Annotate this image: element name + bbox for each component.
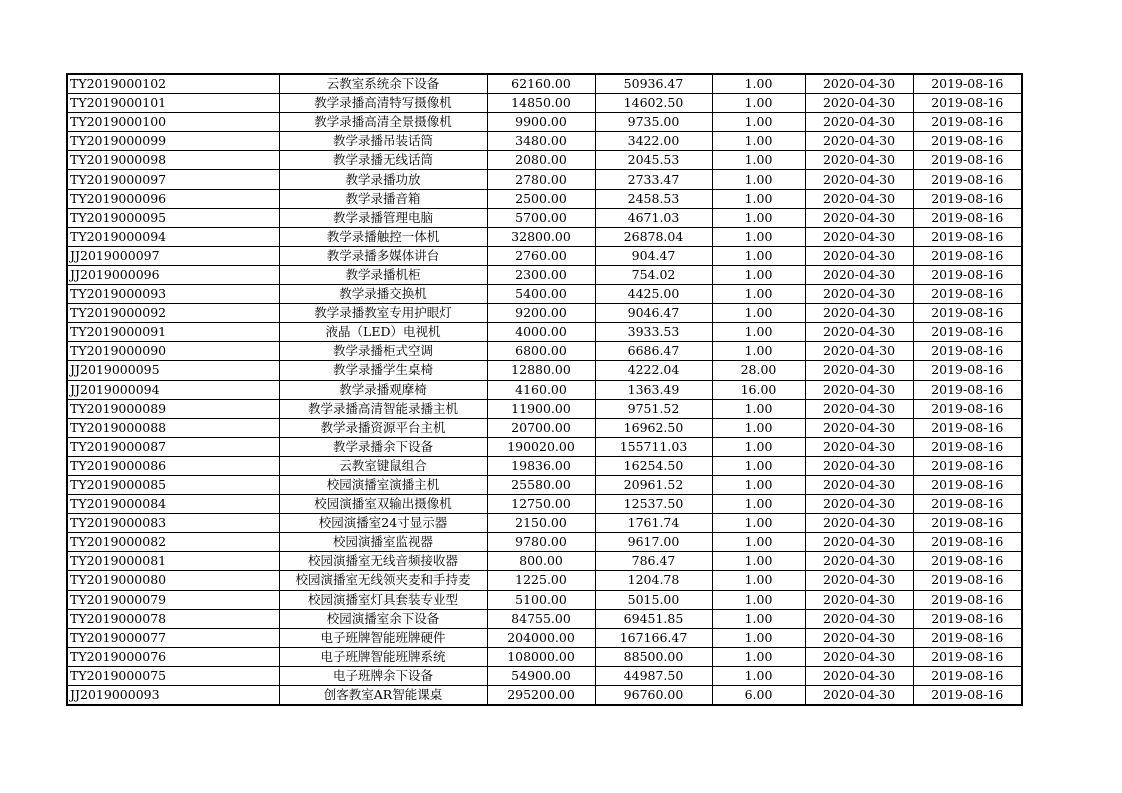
date-cell: 2020-04-30	[805, 285, 913, 304]
original-value-cell: 1225.00	[487, 571, 595, 590]
table-row	[67, 628, 1022, 647]
asset-name-cell: 教学录播音箱	[279, 189, 487, 208]
net-value-cell: 3422.00	[595, 132, 712, 151]
net-value-cell: 155711.03	[595, 437, 712, 456]
original-value-cell: 5400.00	[487, 285, 595, 304]
asset-code-cell: JJ2019000094	[67, 380, 279, 399]
start-date-cell: 2019-08-16	[913, 686, 1022, 706]
date-cell: 2020-04-30	[805, 227, 913, 246]
quantity-cell: 1.00	[712, 437, 805, 456]
net-value-cell: 5015.00	[595, 590, 712, 609]
start-date-cell: 2019-08-16	[913, 151, 1022, 170]
asset-code-cell: JJ2019000096	[67, 265, 279, 284]
original-value-cell: 9900.00	[487, 113, 595, 132]
asset-name-cell: 教学录播管理电脑	[279, 208, 487, 227]
original-value-cell: 32800.00	[487, 227, 595, 246]
original-value-cell: 9780.00	[487, 533, 595, 552]
asset-name-cell: 校园演播室监视器	[279, 533, 487, 552]
date-cell: 2020-04-30	[805, 552, 913, 571]
asset-code-cell: TY2019000099	[67, 132, 279, 151]
table-row	[67, 590, 1022, 609]
asset-code-cell: TY2019000091	[67, 323, 279, 342]
asset-code-cell: TY2019000084	[67, 495, 279, 514]
original-value-cell: 2760.00	[487, 246, 595, 265]
asset-code-cell: JJ2019000093	[67, 686, 279, 706]
start-date-cell: 2019-08-16	[913, 666, 1022, 685]
asset-code-cell: TY2019000100	[67, 113, 279, 132]
quantity-cell: 1.00	[712, 74, 805, 94]
table-row	[67, 74, 1022, 94]
asset-code-cell: TY2019000076	[67, 647, 279, 666]
quantity-cell: 28.00	[712, 361, 805, 380]
asset-code-cell: TY2019000093	[67, 285, 279, 304]
quantity-cell: 1.00	[712, 323, 805, 342]
start-date-cell: 2019-08-16	[913, 495, 1022, 514]
start-date-cell: 2019-08-16	[913, 475, 1022, 494]
date-cell: 2020-04-30	[805, 246, 913, 265]
date-cell: 2020-04-30	[805, 113, 913, 132]
asset-code-cell: TY2019000086	[67, 456, 279, 475]
asset-code-cell: TY2019000095	[67, 208, 279, 227]
asset-code-cell: TY2019000102	[67, 74, 279, 94]
quantity-cell: 1.00	[712, 609, 805, 628]
original-value-cell: 108000.00	[487, 647, 595, 666]
table-row	[67, 132, 1022, 151]
table-row	[67, 495, 1022, 514]
asset-name-cell: 电子班牌智能班牌硬件	[279, 628, 487, 647]
original-value-cell: 11900.00	[487, 399, 595, 418]
asset-code-cell: JJ2019000097	[67, 246, 279, 265]
quantity-cell: 1.00	[712, 189, 805, 208]
asset-name-cell: 校园演播室24寸显示器	[279, 514, 487, 533]
asset-code-cell: TY2019000079	[67, 590, 279, 609]
asset-name-cell: 教学录播资源平台主机	[279, 418, 487, 437]
quantity-cell: 1.00	[712, 227, 805, 246]
net-value-cell: 167166.47	[595, 628, 712, 647]
table-row	[67, 342, 1022, 361]
quantity-cell: 1.00	[712, 246, 805, 265]
asset-code-cell: TY2019000082	[67, 533, 279, 552]
date-cell: 2020-04-30	[805, 74, 913, 94]
date-cell: 2020-04-30	[805, 590, 913, 609]
net-value-cell: 904.47	[595, 246, 712, 265]
asset-name-cell: 教学录播柜式空调	[279, 342, 487, 361]
asset-code-cell: TY2019000077	[67, 628, 279, 647]
net-value-cell: 20961.52	[595, 475, 712, 494]
date-cell: 2020-04-30	[805, 94, 913, 113]
asset-name-cell: 云教室系统余下设备	[279, 74, 487, 94]
date-cell: 2020-04-30	[805, 686, 913, 706]
quantity-cell: 1.00	[712, 456, 805, 475]
asset-name-cell: 电子班牌智能班牌系统	[279, 647, 487, 666]
asset-name-cell: 校园演播室无线音频接收器	[279, 552, 487, 571]
net-value-cell: 9617.00	[595, 533, 712, 552]
quantity-cell: 1.00	[712, 265, 805, 284]
quantity-cell: 1.00	[712, 418, 805, 437]
start-date-cell: 2019-08-16	[913, 342, 1022, 361]
table-row	[67, 113, 1022, 132]
asset-name-cell: 液晶（LED）电视机	[279, 323, 487, 342]
table-row	[67, 151, 1022, 170]
start-date-cell: 2019-08-16	[913, 208, 1022, 227]
quantity-cell: 1.00	[712, 514, 805, 533]
original-value-cell: 2300.00	[487, 265, 595, 284]
date-cell: 2020-04-30	[805, 495, 913, 514]
quantity-cell: 16.00	[712, 380, 805, 399]
date-cell: 2020-04-30	[805, 418, 913, 437]
quantity-cell: 1.00	[712, 571, 805, 590]
quantity-cell: 1.00	[712, 113, 805, 132]
quantity-cell: 1.00	[712, 399, 805, 418]
date-cell: 2020-04-30	[805, 475, 913, 494]
original-value-cell: 14850.00	[487, 94, 595, 113]
original-value-cell: 25580.00	[487, 475, 595, 494]
original-value-cell: 190020.00	[487, 437, 595, 456]
asset-name-cell: 教学录播多媒体讲台	[279, 246, 487, 265]
asset-name-cell: 校园演播室双输出摄像机	[279, 495, 487, 514]
start-date-cell: 2019-08-16	[913, 285, 1022, 304]
asset-name-cell: 教学录播高清全景摄像机	[279, 113, 487, 132]
net-value-cell: 9751.52	[595, 399, 712, 418]
quantity-cell: 1.00	[712, 666, 805, 685]
asset-code-cell: TY2019000090	[67, 342, 279, 361]
asset-code-cell: TY2019000080	[67, 571, 279, 590]
quantity-cell: 1.00	[712, 647, 805, 666]
original-value-cell: 9200.00	[487, 304, 595, 323]
original-value-cell: 2500.00	[487, 189, 595, 208]
asset-code-cell: TY2019000096	[67, 189, 279, 208]
quantity-cell: 1.00	[712, 590, 805, 609]
asset-code-cell: TY2019000094	[67, 227, 279, 246]
start-date-cell: 2019-08-16	[913, 132, 1022, 151]
table-row	[67, 533, 1022, 552]
asset-name-cell: 教学录播高清特写摄像机	[279, 94, 487, 113]
asset-code-cell: JJ2019000095	[67, 361, 279, 380]
date-cell: 2020-04-30	[805, 437, 913, 456]
table-row	[67, 265, 1022, 284]
asset-name-cell: 电子班牌余下设备	[279, 666, 487, 685]
quantity-cell: 1.00	[712, 94, 805, 113]
asset-code-cell: TY2019000089	[67, 399, 279, 418]
asset-code-cell: TY2019000088	[67, 418, 279, 437]
date-cell: 2020-04-30	[805, 456, 913, 475]
asset-name-cell: 教学录播教室专用护眼灯	[279, 304, 487, 323]
net-value-cell: 16962.50	[595, 418, 712, 437]
table-row	[67, 475, 1022, 494]
asset-code-cell: TY2019000081	[67, 552, 279, 571]
quantity-cell: 1.00	[712, 552, 805, 571]
date-cell: 2020-04-30	[805, 647, 913, 666]
original-value-cell: 2150.00	[487, 514, 595, 533]
asset-name-cell: 教学录播机柜	[279, 265, 487, 284]
start-date-cell: 2019-08-16	[913, 514, 1022, 533]
table-row	[67, 361, 1022, 380]
date-cell: 2020-04-30	[805, 170, 913, 189]
original-value-cell: 62160.00	[487, 74, 595, 94]
table-row	[67, 552, 1022, 571]
table-row	[67, 323, 1022, 342]
original-value-cell: 2080.00	[487, 151, 595, 170]
table-row	[67, 571, 1022, 590]
net-value-cell: 9735.00	[595, 113, 712, 132]
net-value-cell: 96760.00	[595, 686, 712, 706]
net-value-cell: 44987.50	[595, 666, 712, 685]
asset-name-cell: 教学录播高清智能录播主机	[279, 399, 487, 418]
original-value-cell: 4000.00	[487, 323, 595, 342]
net-value-cell: 2733.47	[595, 170, 712, 189]
asset-code-cell: TY2019000092	[67, 304, 279, 323]
table-row	[67, 170, 1022, 189]
date-cell: 2020-04-30	[805, 380, 913, 399]
quantity-cell: 1.00	[712, 342, 805, 361]
net-value-cell: 1761.74	[595, 514, 712, 533]
net-value-cell: 14602.50	[595, 94, 712, 113]
net-value-cell: 754.02	[595, 265, 712, 284]
date-cell: 2020-04-30	[805, 323, 913, 342]
start-date-cell: 2019-08-16	[913, 265, 1022, 284]
net-value-cell: 88500.00	[595, 647, 712, 666]
table-body	[67, 74, 1022, 705]
asset-code-cell: TY2019000075	[67, 666, 279, 685]
original-value-cell: 2780.00	[487, 170, 595, 189]
asset-code-cell: TY2019000078	[67, 609, 279, 628]
start-date-cell: 2019-08-16	[913, 533, 1022, 552]
net-value-cell: 786.47	[595, 552, 712, 571]
date-cell: 2020-04-30	[805, 514, 913, 533]
asset-name-cell: 教学录播学生桌椅	[279, 361, 487, 380]
date-cell: 2020-04-30	[805, 265, 913, 284]
quantity-cell: 1.00	[712, 304, 805, 323]
start-date-cell: 2019-08-16	[913, 571, 1022, 590]
start-date-cell: 2019-08-16	[913, 380, 1022, 399]
original-value-cell: 84755.00	[487, 609, 595, 628]
asset-name-cell: 校园演播室余下设备	[279, 609, 487, 628]
date-cell: 2020-04-30	[805, 533, 913, 552]
original-value-cell: 3480.00	[487, 132, 595, 151]
date-cell: 2020-04-30	[805, 666, 913, 685]
asset-name-cell: 校园演播室灯具套装专业型	[279, 590, 487, 609]
start-date-cell: 2019-08-16	[913, 628, 1022, 647]
quantity-cell: 1.00	[712, 628, 805, 647]
quantity-cell: 1.00	[712, 285, 805, 304]
net-value-cell: 26878.04	[595, 227, 712, 246]
asset-code-cell: TY2019000087	[67, 437, 279, 456]
table-row	[67, 94, 1022, 113]
date-cell: 2020-04-30	[805, 342, 913, 361]
date-cell: 2020-04-30	[805, 609, 913, 628]
start-date-cell: 2019-08-16	[913, 552, 1022, 571]
original-value-cell: 204000.00	[487, 628, 595, 647]
start-date-cell: 2019-08-16	[913, 456, 1022, 475]
net-value-cell: 69451.85	[595, 609, 712, 628]
table-row	[67, 609, 1022, 628]
asset-name-cell: 云教室键鼠组合	[279, 456, 487, 475]
start-date-cell: 2019-08-16	[913, 170, 1022, 189]
quantity-cell: 1.00	[712, 170, 805, 189]
net-value-cell: 4425.00	[595, 285, 712, 304]
asset-name-cell: 校园演播室演播主机	[279, 475, 487, 494]
start-date-cell: 2019-08-16	[913, 113, 1022, 132]
asset-code-cell: TY2019000083	[67, 514, 279, 533]
date-cell: 2020-04-30	[805, 189, 913, 208]
table-row	[67, 666, 1022, 685]
net-value-cell: 4222.04	[595, 361, 712, 380]
start-date-cell: 2019-08-16	[913, 399, 1022, 418]
asset-code-cell: TY2019000097	[67, 170, 279, 189]
asset-name-cell: 创客教室AR智能课桌	[279, 686, 487, 706]
asset-code-cell: TY2019000085	[67, 475, 279, 494]
start-date-cell: 2019-08-16	[913, 74, 1022, 94]
table-row	[67, 514, 1022, 533]
date-cell: 2020-04-30	[805, 628, 913, 647]
asset-name-cell: 教学录播吊装话筒	[279, 132, 487, 151]
original-value-cell: 12750.00	[487, 495, 595, 514]
date-cell: 2020-04-30	[805, 132, 913, 151]
quantity-cell: 1.00	[712, 533, 805, 552]
date-cell: 2020-04-30	[805, 571, 913, 590]
start-date-cell: 2019-08-16	[913, 323, 1022, 342]
net-value-cell: 9046.47	[595, 304, 712, 323]
table-row	[67, 686, 1022, 706]
date-cell: 2020-04-30	[805, 399, 913, 418]
asset-name-cell: 教学录播观摩椅	[279, 380, 487, 399]
asset-name-cell: 校园演播室无线领夹麦和手持麦	[279, 571, 487, 590]
net-value-cell: 3933.53	[595, 323, 712, 342]
original-value-cell: 5100.00	[487, 590, 595, 609]
start-date-cell: 2019-08-16	[913, 590, 1022, 609]
table-row	[67, 380, 1022, 399]
asset-name-cell: 教学录播交换机	[279, 285, 487, 304]
net-value-cell: 2045.53	[595, 151, 712, 170]
original-value-cell: 5700.00	[487, 208, 595, 227]
original-value-cell: 6800.00	[487, 342, 595, 361]
quantity-cell: 6.00	[712, 686, 805, 706]
original-value-cell: 54900.00	[487, 666, 595, 685]
quantity-cell: 1.00	[712, 132, 805, 151]
date-cell: 2020-04-30	[805, 304, 913, 323]
start-date-cell: 2019-08-16	[913, 304, 1022, 323]
asset-name-cell: 教学录播触控一体机	[279, 227, 487, 246]
asset-table	[66, 73, 1023, 706]
asset-name-cell: 教学录播无线话筒	[279, 151, 487, 170]
net-value-cell: 2458.53	[595, 189, 712, 208]
original-value-cell: 19836.00	[487, 456, 595, 475]
net-value-cell: 4671.03	[595, 208, 712, 227]
quantity-cell: 1.00	[712, 151, 805, 170]
start-date-cell: 2019-08-16	[913, 437, 1022, 456]
start-date-cell: 2019-08-16	[913, 246, 1022, 265]
table-row	[67, 304, 1022, 323]
start-date-cell: 2019-08-16	[913, 189, 1022, 208]
table-row	[67, 418, 1022, 437]
table-row	[67, 437, 1022, 456]
net-value-cell: 12537.50	[595, 495, 712, 514]
original-value-cell: 295200.00	[487, 686, 595, 706]
net-value-cell: 50936.47	[595, 74, 712, 94]
start-date-cell: 2019-08-16	[913, 647, 1022, 666]
table-row	[67, 647, 1022, 666]
net-value-cell: 1363.49	[595, 380, 712, 399]
table-row	[67, 399, 1022, 418]
original-value-cell: 12880.00	[487, 361, 595, 380]
table-row	[67, 285, 1022, 304]
start-date-cell: 2019-08-16	[913, 361, 1022, 380]
table-row	[67, 227, 1022, 246]
start-date-cell: 2019-08-16	[913, 94, 1022, 113]
start-date-cell: 2019-08-16	[913, 418, 1022, 437]
date-cell: 2020-04-30	[805, 208, 913, 227]
net-value-cell: 16254.50	[595, 456, 712, 475]
net-value-cell: 6686.47	[595, 342, 712, 361]
quantity-cell: 1.00	[712, 495, 805, 514]
original-value-cell: 800.00	[487, 552, 595, 571]
quantity-cell: 1.00	[712, 475, 805, 494]
date-cell: 2020-04-30	[805, 361, 913, 380]
original-value-cell: 4160.00	[487, 380, 595, 399]
table-row	[67, 189, 1022, 208]
table-row	[67, 456, 1022, 475]
asset-code-cell: TY2019000101	[67, 94, 279, 113]
date-cell: 2020-04-30	[805, 151, 913, 170]
asset-name-cell: 教学录播余下设备	[279, 437, 487, 456]
asset-code-cell: TY2019000098	[67, 151, 279, 170]
start-date-cell: 2019-08-16	[913, 609, 1022, 628]
start-date-cell: 2019-08-16	[913, 227, 1022, 246]
table-row	[67, 208, 1022, 227]
quantity-cell: 1.00	[712, 208, 805, 227]
table-row	[67, 246, 1022, 265]
asset-name-cell: 教学录播功放	[279, 170, 487, 189]
original-value-cell: 20700.00	[487, 418, 595, 437]
net-value-cell: 1204.78	[595, 571, 712, 590]
